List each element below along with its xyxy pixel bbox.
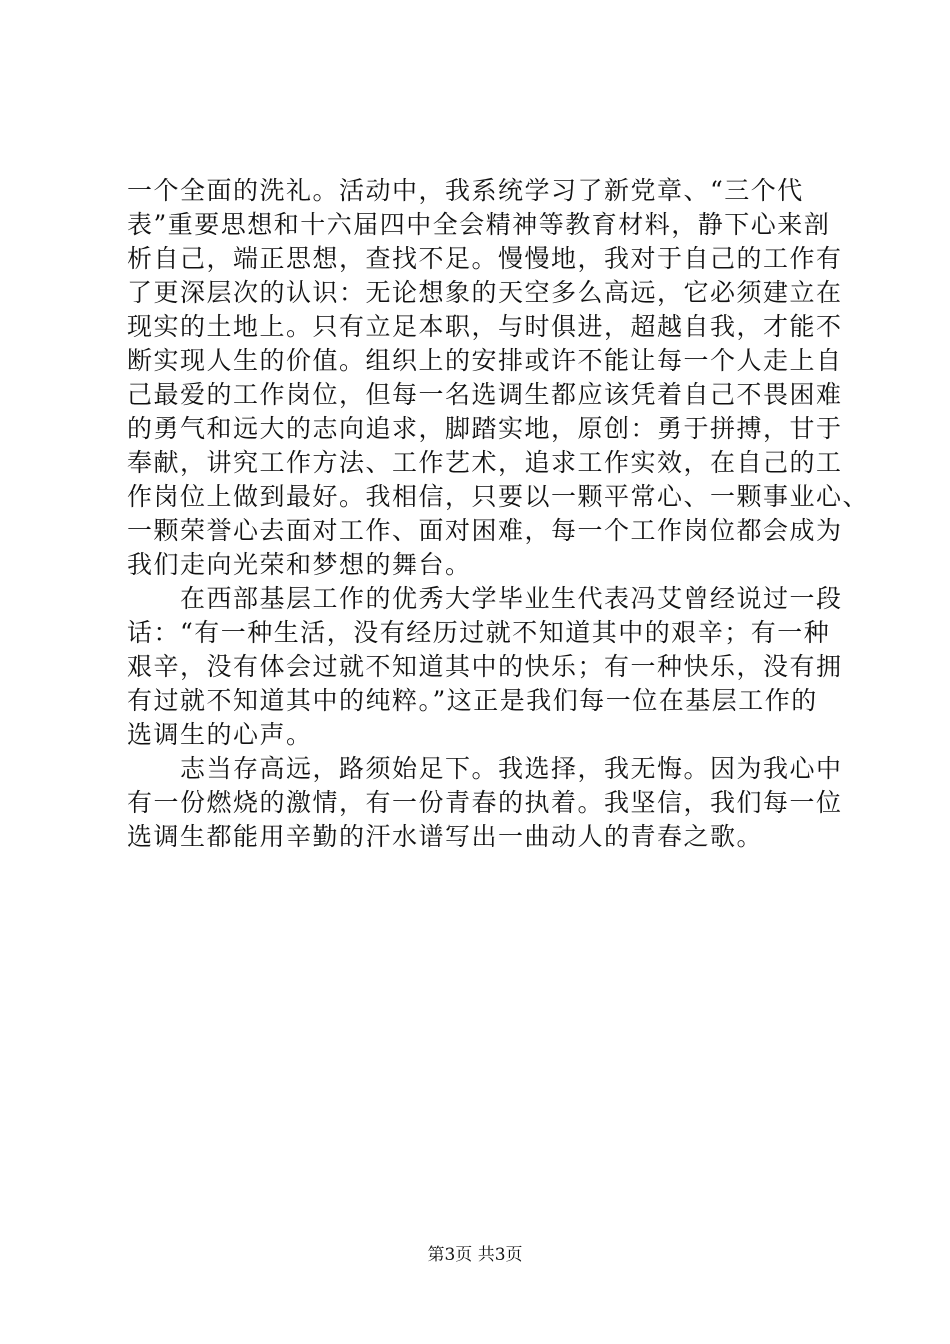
text-line: 析自己，端正思想，查找不足。慢慢地，我对于自己的工作有 (127, 244, 843, 273)
text-line: 表”重要思想和十六届四中全会精神等教育材料，静下心来剖 (127, 210, 831, 239)
text-line: 话：“有一种生活，没有经历过就不知道其中的艰辛；有一种 (127, 618, 831, 647)
text-line: 在西部基层工作的优秀大学毕业生代表冯艾曾经说过一段 (127, 584, 843, 613)
text-line: 有一份燃烧的激情，有一份青春的执着。我坚信，我们每一位 (127, 788, 843, 817)
text-line: 一颗荣誉心去面对工作、面对困难，每一个工作岗位都会成为 (127, 516, 843, 545)
text-line: 现实的土地上。只有立足本职，与时俱进，超越自我，才能不 (127, 312, 843, 341)
text-line: 艰辛，没有体会过就不知道其中的快乐；有一种快乐，没有拥 (127, 652, 843, 681)
text-line: 断实现人生的价值。组织上的安排或许不能让每一个人走上自 (127, 346, 843, 375)
text-line: 我们走向光荣和梦想的舞台。 (127, 550, 472, 579)
document-body (127, 174, 870, 854)
page-number: 第3页 共3页 (427, 1245, 523, 1265)
text-line: 奉献，讲究工作方法、工作艺术，追求工作实效，在自己的工 (127, 448, 843, 477)
text-line: 了更深层次的认识：无论想象的天空多么高远，它必须建立在 (127, 278, 843, 307)
text-line: 己最爱的工作岗位，但每一名选调生都应该凭着自己不畏困难 (127, 380, 843, 409)
text-line: 一个全面的洗礼。活动中，我系统学习了新党章、“三个代 (127, 176, 804, 205)
page-footer (0, 1244, 950, 1266)
text-line: 选调生的心声。 (127, 720, 313, 749)
text-line: 有过就不知道其中的纯粹。”这正是我们每一位在基层工作的 (127, 686, 818, 715)
text-line: 作岗位上做到最好。我相信，只要以一颗平常心、一颗事业心、 (127, 482, 870, 511)
text-line: 选调生都能用辛勤的汗水谱写出一曲动人的青春之歌。 (127, 822, 764, 851)
text-line: 的勇气和远大的志向追求，脚踏实地，原创：勇于拼搏，甘于 (127, 414, 843, 443)
text-line: 志当存高远，路须始足下。我选择，我无悔。因为我心中 (127, 754, 843, 783)
